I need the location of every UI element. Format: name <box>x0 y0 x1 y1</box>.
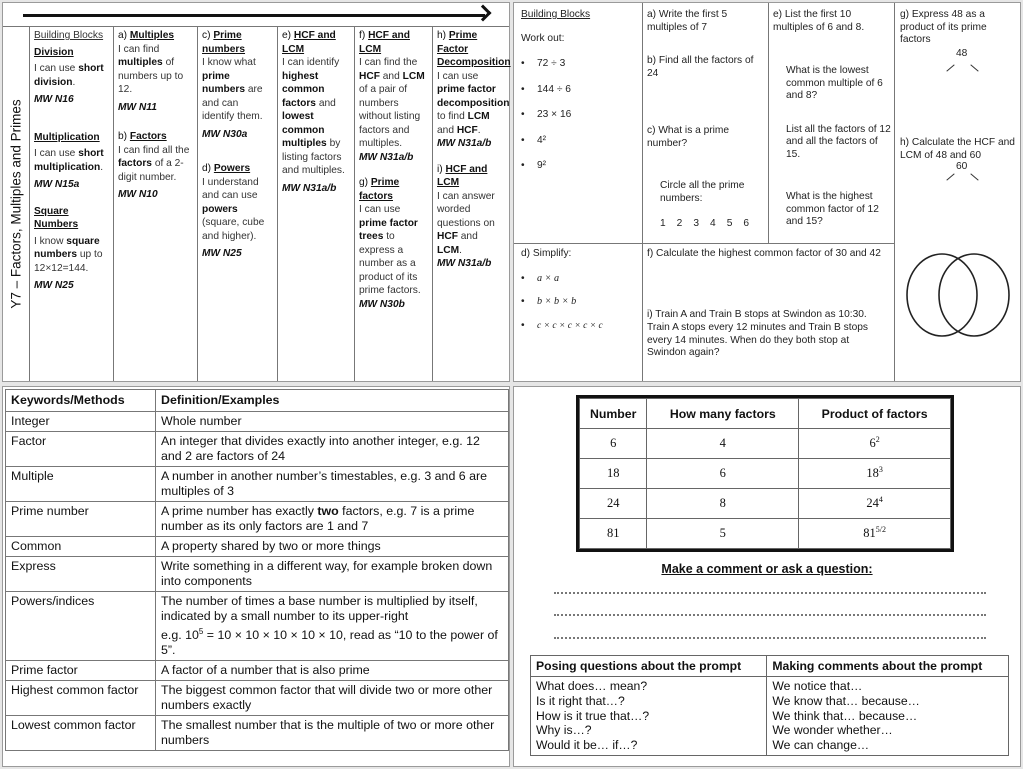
topic-title: Y7 – Factors, Multiples and Primes <box>8 99 24 309</box>
column-header: Product of factors <box>799 399 951 429</box>
product-cell <box>799 429 951 459</box>
step-text: by listing factors and multiples. <box>282 138 345 176</box>
arrow-head-icon <box>475 5 492 22</box>
factors-table <box>576 395 954 552</box>
step-text: I can identify <box>282 57 340 68</box>
step-heading: HCF and LCM <box>359 30 410 55</box>
list-item <box>521 84 639 97</box>
keyword-term: Highest common factor <box>6 681 156 716</box>
list-item <box>521 109 639 122</box>
step-heading: Powers <box>213 163 251 174</box>
number-cell: 18 <box>580 459 647 489</box>
step-heading: HCF and LCM <box>282 30 336 55</box>
step-text: I can use <box>359 204 401 215</box>
bullet-icon: • <box>521 272 525 284</box>
journey-col-decomposition <box>433 27 509 381</box>
keyword-term: Common <box>6 537 156 557</box>
definition-text: = 10 × 10 × 10 × 10 × 10, read as “10 to the power of 5”. <box>161 628 498 658</box>
question-text: f) Calculate the highest common factor of 30 and 42 <box>647 248 881 259</box>
step-bold: HCF <box>456 124 478 136</box>
table-row <box>6 592 509 661</box>
number-cell: 81 <box>580 519 647 549</box>
keyword-definition: The smallest number that is the multiple of two or more other numbers <box>156 716 509 751</box>
keyword-term: Multiple <box>6 467 156 502</box>
question-text: Circle all the prime numbers: <box>660 180 745 204</box>
bb-heading: Division <box>34 46 74 58</box>
step-text: . <box>459 244 462 256</box>
step-text: I know what <box>202 57 256 68</box>
divider <box>514 243 894 244</box>
count-cell: 8 <box>647 489 799 519</box>
progression-arrow <box>3 3 509 27</box>
step-text: I can answer worded questions on <box>437 190 495 229</box>
keyword-definition: A number in another number’s timestables, e.g. 3 and 6 are multiples of 3 <box>156 467 509 502</box>
tree-branch-icon <box>970 173 978 180</box>
prompt-title: Make a comment or ask a question: <box>661 562 873 576</box>
table-row <box>531 677 1008 755</box>
table-row <box>6 681 509 716</box>
curriculum-code: MW N11 <box>118 101 157 113</box>
bullet-icon: • <box>521 134 525 146</box>
step-prefix: h) <box>437 30 449 41</box>
curriculum-code: MW N25 <box>202 248 242 259</box>
question-text: e) List the first 10 multiples of 6 and 8. <box>773 9 865 33</box>
work-out-label: Work out: <box>521 32 565 44</box>
column-header: How many factors <box>647 399 799 429</box>
product-cell <box>799 519 951 549</box>
step-bold: multiples <box>118 57 163 68</box>
keyword-definition <box>156 592 509 661</box>
step-prefix: d) <box>202 163 214 174</box>
starter-text: We can change… <box>772 738 870 753</box>
expression-text: c × c × c × c × c <box>537 320 603 331</box>
keyword-definition: A factor of a number that is also prime <box>156 661 509 681</box>
step-bold: lowest common multiples <box>282 111 327 149</box>
step-bold: factors <box>118 158 152 169</box>
table-row <box>6 537 509 557</box>
number-cell: 24 <box>580 489 647 519</box>
step-prefix: b) <box>118 131 130 142</box>
curriculum-code: MW N31a/b <box>282 182 337 194</box>
table-row <box>6 467 509 502</box>
bb-text: I can use <box>34 148 79 159</box>
curriculum-code: MW N15a <box>34 179 80 190</box>
keyword-definition: Whole number <box>156 412 509 432</box>
curriculum-code: MW N10 <box>118 189 158 200</box>
superscript: 5 <box>198 627 204 636</box>
number-option[interactable]: 3 <box>693 218 700 229</box>
list-item <box>521 296 639 309</box>
question-g <box>900 9 1018 75</box>
question-text: a) Write the first 5 multiples of 7 <box>647 9 728 33</box>
definition-bold: two <box>317 504 339 518</box>
answer-line[interactable] <box>554 614 986 616</box>
table-row <box>6 502 509 537</box>
definition-text: A prime number has exactly <box>161 504 318 518</box>
product-cell <box>799 459 951 489</box>
table-row <box>6 661 509 681</box>
step-bold: highest common factors <box>282 70 325 109</box>
table-row <box>6 412 509 432</box>
table-row <box>6 557 509 592</box>
list-item <box>521 58 639 71</box>
tree-branch-icon <box>970 64 978 71</box>
step-text: and <box>315 97 336 109</box>
keyword-term: Lowest common factor <box>6 716 156 751</box>
step-text: of a 2-digit number. <box>118 158 184 183</box>
count-cell: 5 <box>647 519 799 549</box>
step-prefix: c) <box>202 30 214 41</box>
answer-line[interactable] <box>554 637 986 639</box>
keyword-definition: The biggest common factor that will divide two or more other numbers exactly <box>156 681 509 716</box>
question-text: h) Calculate the HCF and LCM of 48 and 60 <box>900 137 1015 161</box>
journey-col-building-blocks <box>30 27 114 381</box>
journey-col-multiples-factors <box>114 27 198 381</box>
keyword-definition: An integer that divides exactly into another integer, e.g. 12 and 2 are factors of 24 <box>156 432 509 467</box>
step-heading: Factors <box>129 131 167 142</box>
step-text: I understand and can use <box>202 176 259 201</box>
bullet-icon: • <box>521 296 525 307</box>
keyword-definition: Write something in a different way, for example broken down into components <box>156 557 509 592</box>
base: 6 <box>869 436 876 451</box>
question-b <box>647 55 767 80</box>
step-text: and <box>379 70 403 82</box>
column-header: Making comments about the prompt <box>767 656 1008 677</box>
step-bold: prime numbers <box>202 70 246 95</box>
number-option[interactable]: 6 <box>743 218 750 229</box>
step-heading: Prime factors <box>359 177 400 202</box>
keywords-table <box>5 389 509 751</box>
definition-text: The number of times a base number is multiplied by itself, indicated by a small number to its upper-right <box>161 594 478 623</box>
starter-text: We wonder whether… <box>772 723 893 738</box>
number-cell: 6 <box>580 429 647 459</box>
step-prefix: f) <box>359 30 369 41</box>
question-text: 9² <box>537 160 547 171</box>
question-text: List all the factors of 12 and all the factors of 15. <box>786 123 891 160</box>
divider <box>642 3 643 381</box>
step-bold: prime factor trees <box>359 217 418 242</box>
arrow-right-icon <box>23 14 485 17</box>
list-item <box>521 273 639 286</box>
keyword-term: Express <box>6 557 156 592</box>
bb-text: up to 12×12=144. <box>34 249 103 274</box>
count-cell: 4 <box>647 429 799 459</box>
question-text: 4² <box>537 134 547 146</box>
answer-line[interactable] <box>554 592 986 594</box>
step-prefix: i) <box>437 163 446 175</box>
step-text: I can find the <box>359 57 418 68</box>
step-heading: HCF and LCM <box>437 163 488 188</box>
question-h <box>900 137 1018 186</box>
bullet-icon: • <box>521 58 525 69</box>
column-header: Posing questions about the prompt <box>531 656 767 677</box>
curriculum-code: MW N30b <box>359 298 405 310</box>
bb-bold: square numbers <box>34 235 100 260</box>
keyword-term: Prime factor <box>6 661 156 681</box>
bb-bold: short multiplication <box>34 148 104 173</box>
step-prefix: g) <box>359 177 371 188</box>
bb-heading: Multiplication <box>34 131 100 143</box>
question-text: b) Find all the factors of 24 <box>647 55 754 79</box>
question-text: g) Express 48 as a product of its prime factors <box>900 9 987 45</box>
table-header-row <box>6 390 509 412</box>
keywords-panel <box>2 386 510 767</box>
step-bold: HCF <box>359 70 380 82</box>
column-header: Definition/Examples <box>156 390 509 412</box>
bb-text: I can use <box>34 63 79 74</box>
number-option[interactable]: 1 <box>660 218 666 229</box>
step-prefix: a) <box>118 30 130 41</box>
column-header: Number <box>580 399 647 429</box>
sentence-starters-table <box>530 655 1009 756</box>
curriculum-code: MW N31a/b <box>359 151 414 163</box>
bb-heading: Square Numbers <box>34 205 79 230</box>
question-text: 144 ÷ 6 <box>537 83 571 95</box>
prime-candidates <box>647 218 765 231</box>
question-d <box>521 248 639 332</box>
question-text: c) What is a prime number? <box>647 125 730 149</box>
step-text: I can find all the <box>118 144 190 156</box>
curriculum-code: MW N31a/b <box>437 258 492 269</box>
starter-text: We notice that… <box>772 679 863 693</box>
question-starters <box>531 677 767 755</box>
expression-text: b × b × b <box>537 296 577 307</box>
step-prefix: e) <box>282 30 294 41</box>
step-bold: LCM <box>402 70 425 82</box>
factor-tree-48 <box>900 47 1018 75</box>
step-text: I can find <box>118 43 160 55</box>
bullet-icon: • <box>521 160 525 171</box>
table-row <box>580 429 951 459</box>
step-text: and <box>457 231 478 242</box>
bb-text: I know <box>34 235 67 247</box>
starter-text: Is it right that…? <box>536 693 625 708</box>
question-i <box>647 309 891 360</box>
table-header-row <box>531 656 1008 677</box>
question-c <box>647 125 765 231</box>
starter-text: Would it be… if…? <box>536 738 638 753</box>
starter-text: We know that… because… <box>772 693 920 708</box>
question-e <box>773 9 891 229</box>
bullet-icon: • <box>521 83 525 95</box>
tree-branch-icon <box>946 64 954 71</box>
list-item <box>521 160 639 173</box>
step-text: and <box>437 124 457 136</box>
bullet-icon: • <box>521 109 525 120</box>
divider <box>768 3 769 243</box>
table-row <box>6 716 509 751</box>
keyword-term: Factor <box>6 432 156 467</box>
table-row <box>580 489 951 519</box>
journey-col-hcf-lcm-primefactors <box>355 27 433 381</box>
exponent: 5/2 <box>875 525 886 535</box>
question-a <box>647 9 765 34</box>
exponent: 4 <box>878 495 883 505</box>
keyword-definition: A property shared by two or more things <box>156 537 509 557</box>
definition-text: e.g. 10 <box>161 628 199 643</box>
exponent: 3 <box>878 465 883 475</box>
bullet-icon: • <box>521 319 525 331</box>
column-header: Keywords/Methods <box>6 390 156 412</box>
number-option[interactable]: 4 <box>710 218 716 229</box>
step-heading: Prime Factor Decomposition <box>437 30 511 68</box>
list-item <box>521 135 639 148</box>
step-text: are and can identify them. <box>202 84 263 122</box>
starter-text: What does… mean? <box>536 679 648 693</box>
step-text: of a pair of numbers without listing factors and multiples. <box>359 84 421 149</box>
keyword-term: Powers/indices <box>6 592 156 661</box>
journey-col-primes-powers <box>198 27 278 381</box>
building-blocks-label: Building Blocks <box>521 9 591 20</box>
number-option[interactable]: 2 <box>676 218 683 229</box>
keyword-term: Integer <box>6 412 156 432</box>
step-heading: Multiples <box>129 30 175 41</box>
venn-diagram-icon <box>902 249 1018 341</box>
learning-journey-panel <box>2 2 510 382</box>
curriculum-code: MW N16 <box>34 94 74 105</box>
question-text: What is the lowest common multiple of 6 and 8? <box>786 65 883 101</box>
step-text: (square, cube and higher). <box>202 217 265 242</box>
worksheet-panel <box>513 2 1021 382</box>
base: 24 <box>866 496 879 511</box>
tree-root: 60 <box>956 161 968 172</box>
base: 81 <box>863 526 876 541</box>
table-row <box>580 459 951 489</box>
starter-text: How is it true that…? <box>536 708 650 723</box>
question-text: What is the highest common factor of 12 and 15? <box>786 191 879 227</box>
question-text: d) Simplify: <box>521 248 572 259</box>
step-bold: LCM <box>467 111 490 122</box>
base: 18 <box>866 466 879 481</box>
step-bold: HCF <box>437 231 458 242</box>
question-text: i) Train A and Train B stops at Swindon as 10:30. Train A stops every 12 minutes and Train B stops every 14 minutes. When do they both stop at Swindon again? <box>647 309 869 359</box>
keyword-term: Prime number <box>6 502 156 537</box>
step-text: to express a number as a product of its prime factors. <box>359 231 421 296</box>
step-heading: Prime numbers <box>202 30 246 55</box>
divider <box>894 3 895 381</box>
step-bold: powers <box>202 203 238 215</box>
step-bold: prime factor decomposition <box>437 84 510 109</box>
journey-col-hcf-lcm-listing <box>278 27 355 381</box>
count-cell: 6 <box>647 459 799 489</box>
step-text: to find <box>437 111 468 122</box>
expression-text: a × a <box>537 272 560 284</box>
starter-text: We think that… because… <box>772 708 918 723</box>
bb-bold: short division <box>34 63 104 88</box>
tree-branch-icon <box>946 173 954 180</box>
definition-text: factors, e.g. 7 is a prime number as its only factors are 1 and 7 <box>161 504 475 533</box>
comment-starters <box>767 677 1008 755</box>
question-text: 23 × 16 <box>537 109 572 120</box>
topic-title-column <box>3 27 30 381</box>
table-row <box>580 519 951 549</box>
keyword-definition <box>156 502 509 537</box>
bb-text: . <box>100 161 104 173</box>
prompt-panel <box>513 386 1021 767</box>
curriculum-code: MW N25 <box>34 280 74 291</box>
table-header-row <box>580 399 951 429</box>
table-row <box>6 432 509 467</box>
list-item <box>521 320 639 333</box>
step-text: . <box>477 124 481 136</box>
product-cell <box>799 489 951 519</box>
step-text: of numbers up to 12. <box>118 57 184 95</box>
building-blocks-label: Building Blocks <box>34 30 104 41</box>
curriculum-code: MW N31a/b <box>437 138 492 149</box>
number-option[interactable]: 5 <box>726 218 733 229</box>
curriculum-code: MW N30a <box>202 128 248 140</box>
worksheet-building-blocks <box>521 9 639 173</box>
question-f <box>647 248 891 261</box>
starter-text: Why is…? <box>536 723 592 738</box>
tree-root: 48 <box>956 47 968 59</box>
bb-text: . <box>72 76 76 88</box>
step-bold: LCM <box>437 244 460 256</box>
factor-tree-60 <box>900 162 1018 186</box>
step-text: I can use <box>437 70 479 82</box>
exponent: 2 <box>875 435 880 445</box>
question-text: 72 ÷ 3 <box>537 58 566 69</box>
